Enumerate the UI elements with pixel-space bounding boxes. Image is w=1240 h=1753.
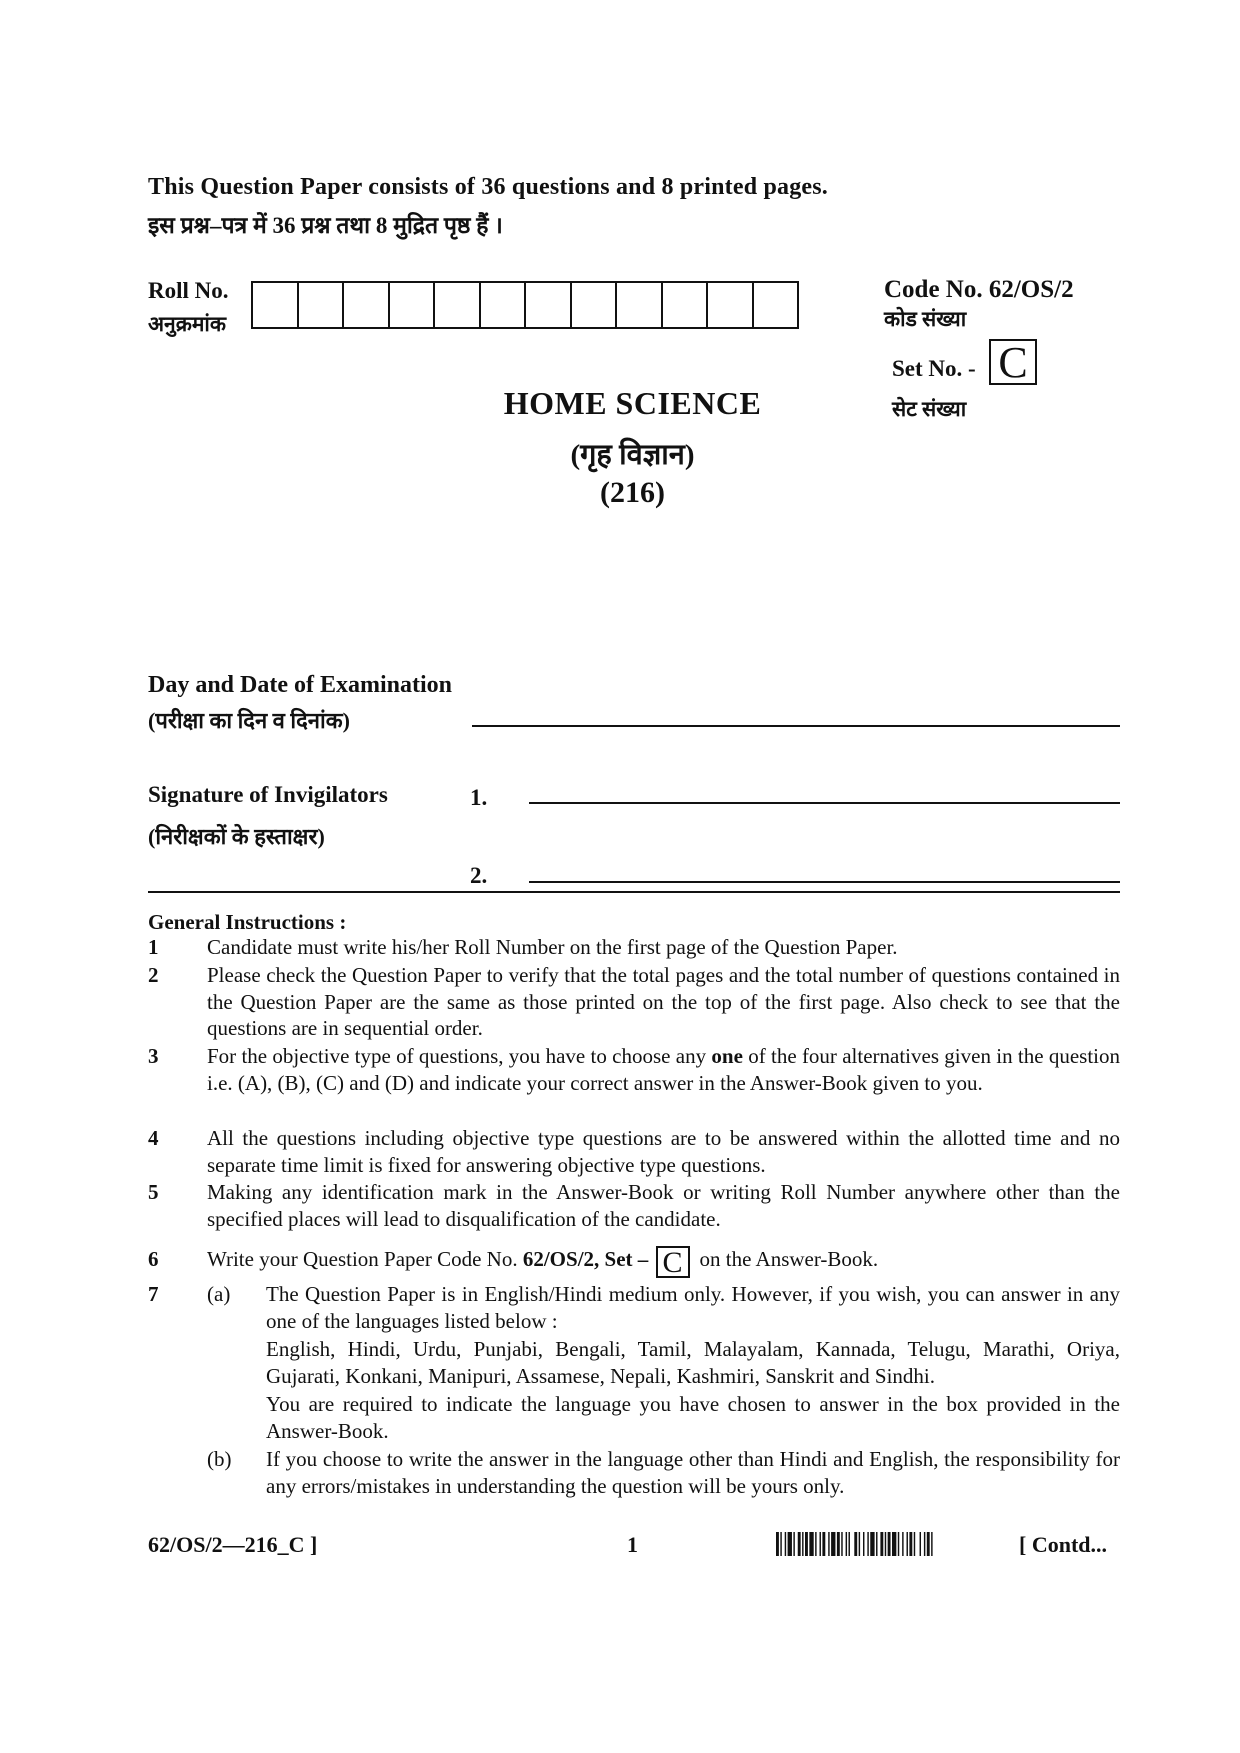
code-no-label: Code No. 62/OS/2 — [884, 276, 1074, 303]
roll-no-digit-box[interactable] — [663, 283, 709, 327]
roll-no-boxes[interactable] — [251, 281, 799, 329]
page-number: 1 — [627, 1532, 638, 1557]
barcode-image — [776, 1532, 994, 1556]
barcode-bar — [828, 1532, 829, 1556]
invigilator-signature-label: Signature of Invigilators — [148, 782, 388, 807]
instruction-item — [148, 1179, 1120, 1232]
barcode-bar — [927, 1532, 930, 1556]
page-count-note-hindi: इस प्रश्न–पत्र में 36 प्रश्न तथा 8 मुद्रित पृष्ठ हैं । — [148, 213, 503, 238]
barcode-bar — [931, 1532, 932, 1556]
subject-title-hindi: (गृह विज्ञान) — [570, 439, 695, 471]
roll-no-digit-box[interactable] — [344, 283, 390, 327]
page-count-note: This Question Paper consists of 36 questions and 8 printed pages. — [148, 174, 829, 200]
barcode-bar — [892, 1532, 896, 1556]
barcode-bar — [870, 1532, 874, 1556]
instruction-text: Candidate must write his/her Roll Number on the first page of the Question Paper. — [207, 935, 898, 959]
instruction-item — [148, 1246, 1120, 1278]
set-no-box: C — [989, 339, 1037, 385]
subject-title: HOME SCIENCE — [503, 385, 762, 421]
roll-no-label-hindi: अनुक्रमांक — [148, 312, 226, 336]
barcode-bar — [846, 1532, 847, 1556]
signature-2-field[interactable] — [529, 881, 1120, 883]
exam-date-field[interactable] — [472, 725, 1120, 727]
barcode-bar — [822, 1532, 825, 1556]
barcode-bar — [898, 1532, 899, 1556]
barcode-bar — [920, 1532, 921, 1556]
instruction-number: 5 — [148, 1180, 159, 1204]
roll-no-digit-box[interactable] — [481, 283, 527, 327]
barcode-bar — [854, 1532, 857, 1556]
barcode-bar — [815, 1532, 816, 1556]
instructions-title: General Instructions : — [148, 910, 347, 934]
sub-item-label: (b) — [207, 1447, 232, 1471]
barcode-bar — [785, 1532, 786, 1556]
instruction-text: Making any identification mark in the Answer-Book or writing Roll Number anywhere other than the specified places will lead to disqualification of the candidate. — [207, 1180, 1120, 1231]
instruction-text — [207, 1043, 1120, 1096]
barcode-bar — [849, 1532, 850, 1556]
set-no-label: Set No. - — [892, 356, 976, 381]
instruction-number: 3 — [148, 1044, 159, 1068]
barcode-bar — [809, 1532, 813, 1556]
barcode-bar — [780, 1532, 781, 1556]
barcode-bar — [841, 1532, 842, 1556]
roll-no-digit-box[interactable] — [526, 283, 572, 327]
barcode-bar — [859, 1532, 860, 1556]
barcode-bar — [876, 1532, 877, 1556]
signature-1-field[interactable] — [529, 802, 1120, 804]
barcode-bar — [914, 1532, 915, 1556]
roll-no-digit-box[interactable] — [572, 283, 618, 327]
instruction-text: If you choose to write the answer in the language other than Hindi and English, the responsibility for any errors/mistakes in understanding the question will be yours only. — [266, 1447, 1120, 1498]
instruction-item — [148, 1125, 1120, 1178]
barcode-bar — [907, 1532, 908, 1556]
instruction-number: 2 — [148, 963, 159, 987]
barcode-bar — [902, 1532, 903, 1556]
barcode-bar — [888, 1532, 891, 1556]
barcode-bar — [924, 1532, 925, 1556]
instruction-text — [207, 1246, 1120, 1278]
sub-item-b — [148, 1446, 1120, 1499]
roll-no-digit-box[interactable] — [435, 283, 481, 327]
roll-no-digit-box[interactable] — [390, 283, 436, 327]
subject-code: (216) — [600, 476, 665, 509]
roll-no-digit-box[interactable] — [708, 283, 754, 327]
barcode-bar — [880, 1532, 883, 1556]
roll-no-label: Roll No. — [148, 278, 229, 303]
continued-note: [ Contd... — [1019, 1532, 1108, 1557]
instruction-number: 1 — [148, 935, 159, 959]
instruction-text-part: of the four alternatives given in the question i.e. (A), (B), (C) and (D) and indicate your correct answer in the Answer-Book given to you. — [207, 1044, 1121, 1095]
instruction-emphasis: one — [711, 1044, 743, 1068]
invigilator-signature-label-hindi: (निरीक्षकों के हस्ताक्षर) — [148, 824, 325, 849]
barcode-bar — [909, 1532, 912, 1556]
roll-no-digit-box[interactable] — [299, 283, 345, 327]
instruction-number: 6 — [148, 1247, 159, 1271]
instruction-item — [148, 1281, 1120, 1499]
barcode-bar — [805, 1532, 808, 1556]
instruction-text-part: For the objective type of questions, you have to choose any — [207, 1044, 712, 1068]
roll-no-digit-box[interactable] — [617, 283, 663, 327]
instruction-text: You are required to indicate the language you have chosen to answer in the box provided in the Answer-Book. — [266, 1392, 1120, 1443]
instruction-number: 4 — [148, 1126, 159, 1150]
instruction-item — [148, 962, 1120, 1042]
signature-2-number: 2. — [470, 863, 488, 888]
barcode-bar — [831, 1532, 835, 1556]
barcode-bar — [885, 1532, 886, 1556]
instruction-text-part: on the Answer-Book. — [699, 1247, 879, 1271]
signature-1-number: 1. — [470, 785, 488, 810]
instruction-text-part: Write your Question Paper Code No. — [207, 1247, 523, 1271]
barcode-bar — [837, 1532, 840, 1556]
sub-item-label: (a) — [207, 1282, 231, 1306]
barcode-bar — [788, 1532, 792, 1556]
instruction-text: The Question Paper is in English/Hindi medium only. However, if you wish, you can answer in any one of the languages listed below : — [266, 1282, 1120, 1333]
footer-paper-code: 62/OS/2—216_C ] — [148, 1532, 318, 1557]
barcode-bar — [793, 1532, 794, 1556]
instruction-number: 7 — [148, 1282, 159, 1306]
roll-no-digit-box[interactable] — [253, 283, 299, 327]
language-list: English, Hindi, Urdu, Punjabi, Bengali, Tamil, Malayalam, Kannada, Telugu, Marathi, Oriya, Gujarati, Konkani, Manipuri, Assamese, Nepali, Kashmiri, Sanskrit and Sindhi. — [266, 1337, 1120, 1388]
instruction-text: All the questions including objective type questions are to be answered within the allotted time and no separate time limit is fixed for answering objective type questions. — [207, 1126, 1120, 1177]
exam-date-label-hindi: (परीक्षा का दिन व दिनांक) — [148, 708, 350, 733]
set-no-label-hindi: सेट संख्या — [892, 397, 967, 421]
instruction-item — [148, 1043, 1120, 1096]
roll-no-digit-box[interactable] — [754, 283, 798, 327]
code-no-label-hindi: कोड संख्या — [884, 307, 967, 331]
instruction-text: Please check the Question Paper to verify that the total pages and the total number of questions contained in the Question Paper are the same as those printed on the top of the first page. Also check to see that the questions are in sequential order. — [207, 963, 1120, 1040]
barcode-bar — [867, 1532, 868, 1556]
barcode-bar — [820, 1532, 821, 1556]
set-code-box: C — [656, 1246, 690, 1278]
barcode-bar — [863, 1532, 864, 1556]
instruction-emphasis: 62/OS/2, Set – — [522, 1247, 649, 1271]
section-divider — [148, 891, 1120, 893]
barcode-bar — [802, 1532, 803, 1556]
barcode-bar — [798, 1532, 801, 1556]
instruction-item — [148, 934, 1120, 961]
barcode-bar — [776, 1532, 779, 1556]
exam-date-label: Day and Date of Examination — [148, 672, 453, 698]
